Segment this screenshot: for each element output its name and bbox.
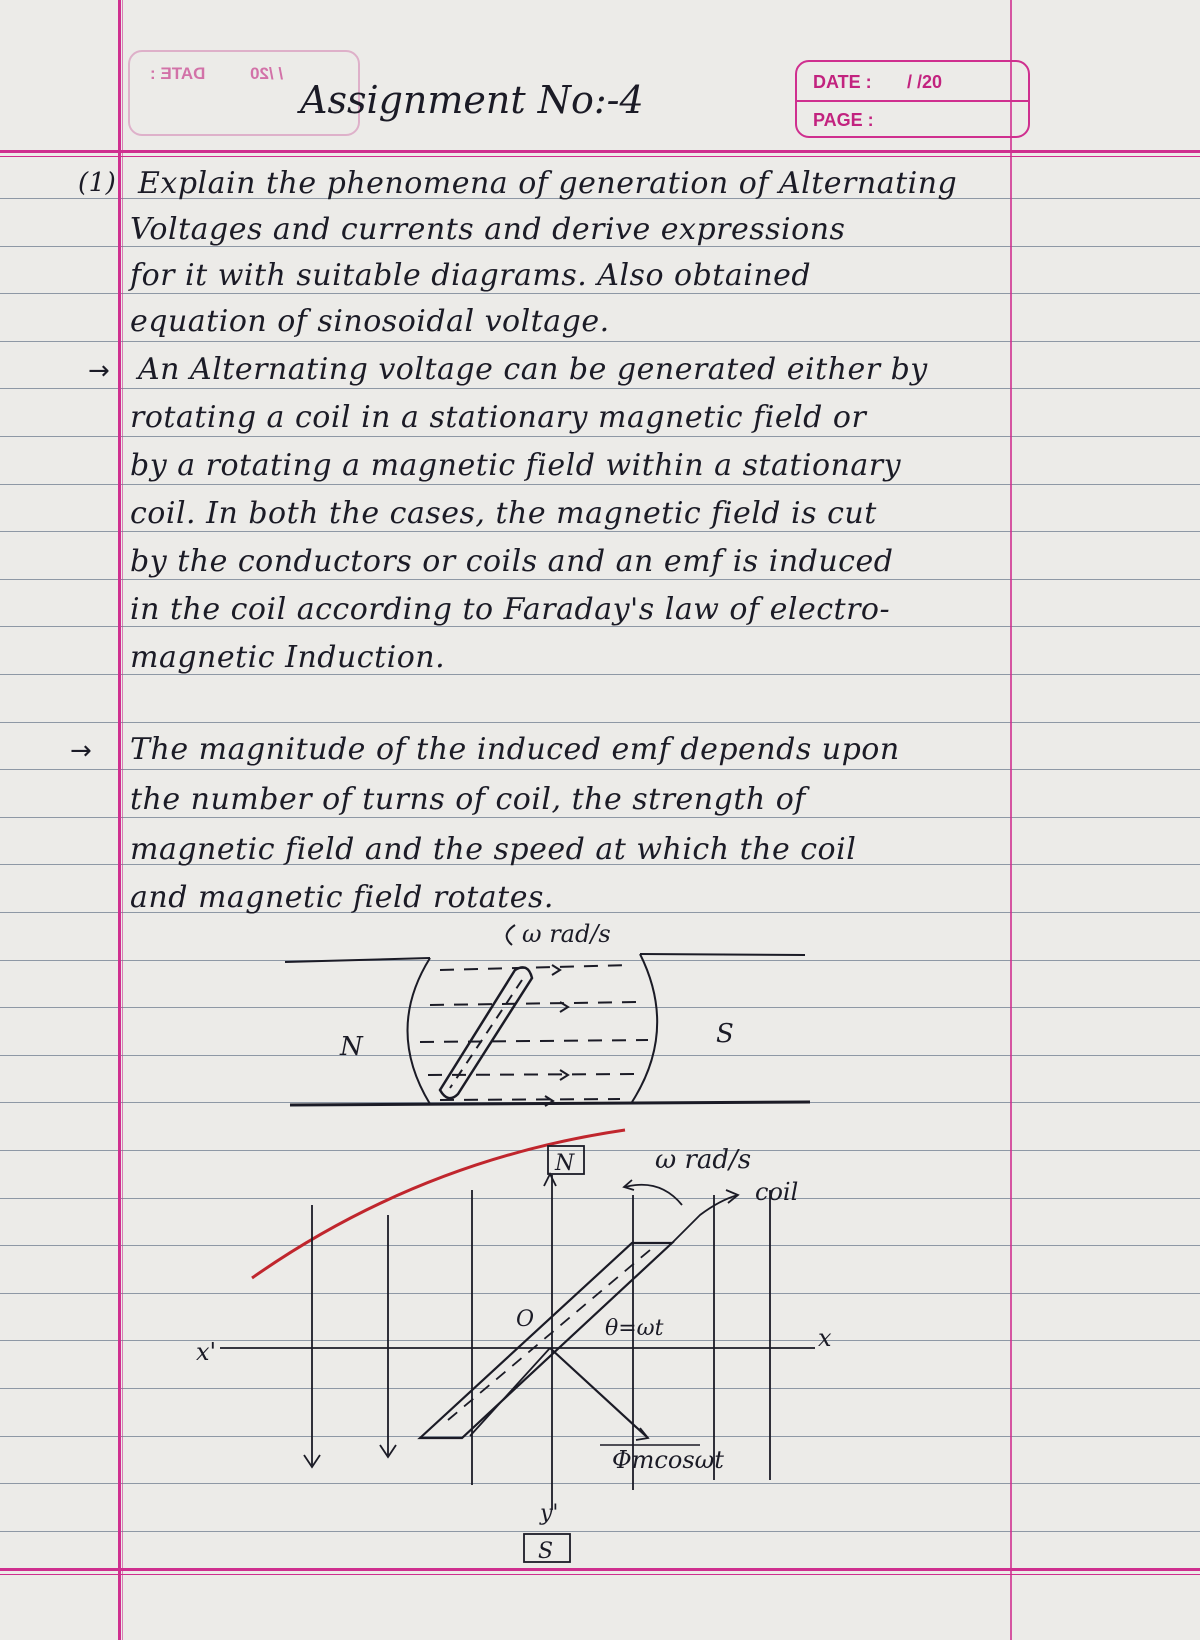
answer-1-line-3: by a rotating a magnetic field within a stationary: [130, 448, 902, 483]
answer-1-line-6: in the coil according to Faraday's law of electro-: [130, 592, 891, 627]
figure-1-magnet-coil: [285, 920, 810, 1106]
answer-2-line-3: magnetic field and the speed at which the coil: [130, 832, 857, 867]
figure-2-coil-phasor: [196, 1130, 832, 1564]
rotation-arrow-1: [507, 925, 515, 945]
answer-1-line-7: magnetic Induction.: [130, 640, 446, 675]
fig1-north-label: N: [340, 1032, 363, 1062]
answer-1-line-5: by the conductors or coils and an emf is induced: [130, 544, 894, 579]
question-line-1: Explain the phenomena of generation of Alternating: [138, 166, 958, 201]
fig2-x-right-label: x: [818, 1324, 832, 1352]
field-line-2: [430, 1002, 640, 1005]
date-label: DATE :: [813, 72, 872, 92]
answer-1-bullet: →: [88, 356, 110, 386]
question-line-4: equation of sinosoidal voltage.: [130, 304, 610, 339]
south-pole-face: [632, 954, 657, 1102]
question-line-3: for it with suitable diagrams. Also obtained: [130, 258, 812, 293]
field-arrow-1: [552, 965, 560, 975]
answer-2-line-1: The magnitude of the induced emf depends upon: [130, 732, 900, 767]
answer-1-line-1: An Alternating voltage can be generated either by: [138, 352, 928, 387]
field-line-5: [440, 1099, 620, 1100]
south-pole-top-edge: [640, 954, 805, 955]
field-arrow-2: [560, 1002, 568, 1012]
fig2-origin-label: O: [516, 1307, 535, 1332]
fig2-coil-label: coil: [755, 1178, 799, 1206]
question-line-2: Voltages and currents and derive expressions: [130, 212, 846, 247]
date-value: / /20: [907, 72, 943, 92]
bleed-date-value: / /20: [250, 64, 284, 83]
fig2-x-left-label: x': [196, 1338, 217, 1366]
fig2-y-bottom-label: y': [540, 1501, 559, 1526]
fig1-omega-label: ω rad/s: [522, 920, 611, 948]
field-line-1: [440, 965, 630, 970]
fig2-component-label: Φmcosωt: [612, 1446, 724, 1474]
page-label: PAGE :: [813, 110, 874, 130]
north-pole-face: [408, 958, 431, 1104]
answer-2-line-4: and magnetic field rotates.: [130, 880, 554, 915]
bleed-date-label: DATE :: [150, 64, 206, 83]
north-pole-top-edge: [285, 958, 430, 962]
fig2-angle-label: θ=ωt: [605, 1316, 664, 1341]
question-number: (1): [78, 168, 117, 198]
fig2-south-label: S: [538, 1539, 554, 1564]
answer-2-bullet: →: [70, 736, 92, 766]
answer-2-line-2: the number of turns of coil, the strength of: [130, 782, 806, 817]
fig1-south-label: S: [716, 1019, 734, 1049]
answer-1-line-2: rotating a coil in a stationary magnetic field or: [130, 400, 867, 435]
field-line-3: [420, 1040, 648, 1042]
answer-1-line-4: coil. In both the cases, the magnetic field is cut: [130, 496, 877, 531]
fig2-north-label: N: [555, 1151, 575, 1176]
coil-axis: [450, 980, 522, 1088]
fig2-omega-label: ω rad/s: [655, 1145, 752, 1175]
page-title: Assignment No:-4: [300, 78, 644, 122]
